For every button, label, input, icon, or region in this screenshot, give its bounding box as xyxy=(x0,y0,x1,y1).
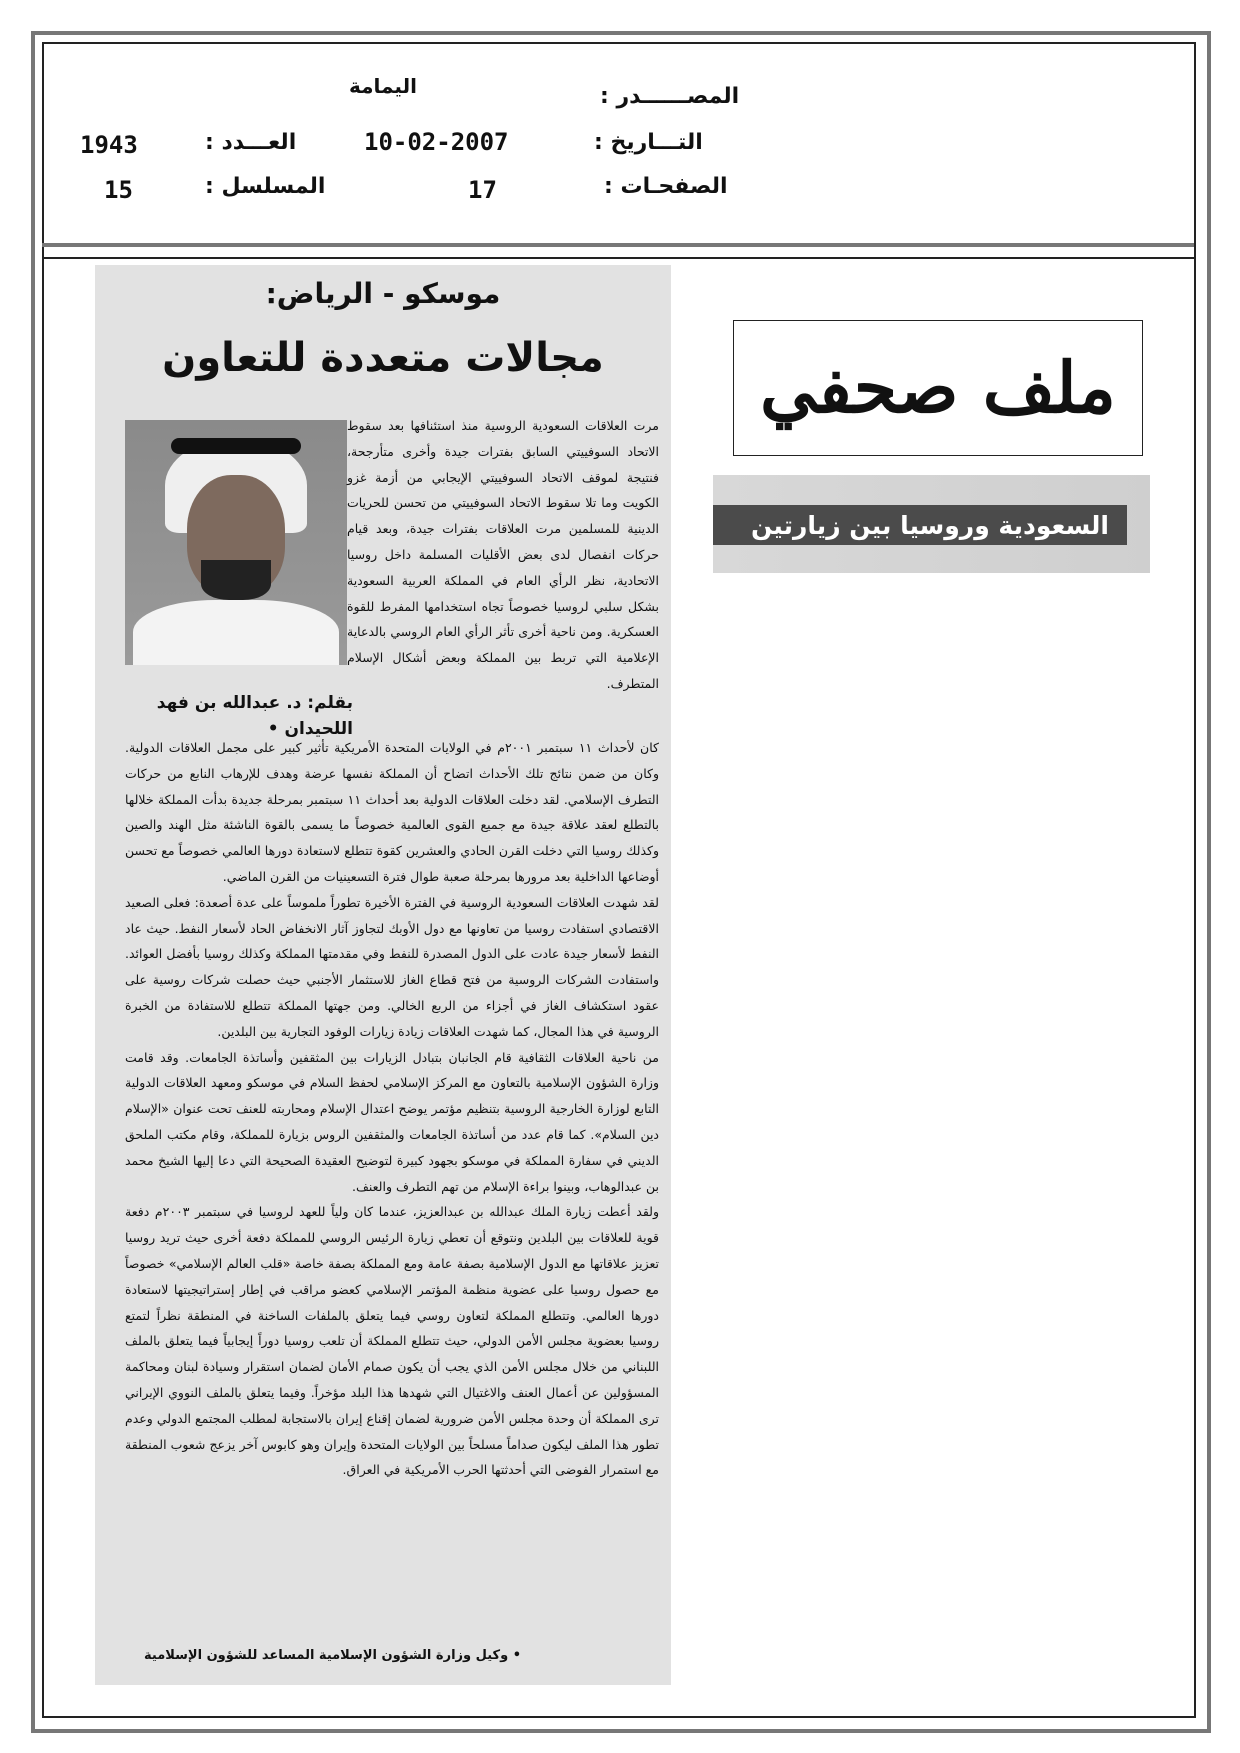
article-intro-column xyxy=(347,413,659,697)
article-kicker: موسكو - الرياض: xyxy=(265,277,501,310)
source-label: المصــــــدر : xyxy=(600,84,740,109)
article-body xyxy=(125,735,659,1483)
article-paragraph: كان لأحداث ١١ سبتمبر ٢٠٠١م في الولايات المتحدة الأمريكية تأثير كبير على مجمل العلاقات الدولية. وكان من ضمن نتائج تلك الأحداث اتضاح أن المملكة نفسها عرضة وهدف للإرهاب النابع من حركات التطرف الإسلامي. لقد دخلت العلاقات الدولية بعد أحداث ١١ سبتمبر بمرحلة جديدة بدأت المملكة خلالها بالتطلع لعقد علاقة جيدة مع جميع القوى العالمية خصوصاً ما يسمى بالقوة الناشئة مثل الهند والصين وكذلك روسيا التي دخلت القرن الحادي والعشرين كقوة تتطلع لاستعادة دورها العالمي خصوصاً مع تحسن أوضاعها الداخلية بعد مرورها بمرحلة صعبة طوال فترة التسعينيات من القرن الماضي. xyxy=(125,740,659,884)
byline-line-1: بقلم: د. عبدالله بن فهد xyxy=(156,693,353,713)
article-paragraph: ولقد أعطت زيارة الملك عبدالله بن عبدالعزيز، عندما كان ولياً للعهد لروسيا في سبتمبر ٢٠٠٣م دفعة قوية للعلاقات بين البلدين ونتوقع أن تعطي زيارة الرئيس الروسي للمملكة دفعة أخرى حيث تريد روسيا تعزيز علاقاتها مع الدول الإسلامية بصفة عامة ومع المملكة بصفة خاصة «قلب العالم الإسلامي» خصوصاً مع حصول روسيا على عضوية منظمة المؤتمر الإسلامي كعضو مراقب في إطار إستراتيجيتها لاستعادة دورها العالمي. وتتطلع المملكة لتعاون روسي فيما يتعلق بالملفات الساخنة في المنطقة نظراً لتمتع روسيا بعضوية مجلس الأمن الدولي، حيث تتطلع المملكة أن تلعب روسيا دوراً إيجابياً فيما يتعلق بالملف اللبناني من خلال مجلس الأمن الذي يجب أن يكون صمام الأمان لضمان استقرار وسيادة لبنان ومحاكمة المسؤولين عن أعمال العنف والاغتيال التي شهدها هذا البلد مؤخراً. وفيما يتعلق بالملف النووي الإيراني ترى المملكة أن وحدة مجلس الأمن ضرورية لضمان إقناع إيران بالاستجابة لمطلب المجتمع الدولي وعدم تطور هذا الملف ليكون صداماً مسلحاً بين الولايات المتحدة وإيران وهو كابوس آخر يزعج شعوب المنطقة مع استمرار الفوضى التي أحدثتها الحرب الأمريكية في العراق. xyxy=(125,1204,659,1478)
date-label: التـــاريخ : xyxy=(594,130,703,155)
header-divider xyxy=(42,243,1194,247)
press-file-stamp xyxy=(733,320,1143,456)
article-clipping xyxy=(95,265,671,1685)
article-headline: مجالات متعددة للتعاون xyxy=(162,335,604,381)
serial-value: 15 xyxy=(104,176,133,204)
article-paragraph: لقد شهدت العلاقات السعودية الروسية في الفترة الأخيرة تطوراً ملموساً على عدة أصعدة: فعلى الصعيد الاقتصادي استفادت روسيا من تعاونها مع دول الأوبك لتجاوز آثار الانخفاض الحاد لأسعار النفط. حيث عاد النفط لأسعار جيدة عادت على الدول المصدرة للنفط وفي مقدمتها المملكة وكذلك روسيا بأفضل العوائد. واستفادت الشركات الروسية من فتح قطاع الغاز للاستثمار الأجنبي حيث حصلت شركات روسية على عقود استكشاف الغاز في أجزاء من الربع الخالي. ومن جهتها المملكة تتطلع للاستفادة من الخبرة الروسية في هذا المجال، كما شهدت العلاقات زيادة زيارات الوفود التجارية بين البلدين. xyxy=(125,894,659,1039)
pages-value: 17 xyxy=(468,176,497,204)
photo-agal xyxy=(171,438,301,454)
pages-label: الصفحـات : xyxy=(604,174,728,199)
header-divider-inner xyxy=(42,257,1194,259)
topic-banner-bar xyxy=(713,505,1127,545)
serial-label: المسلسل : xyxy=(205,174,326,199)
author-photo xyxy=(125,420,347,665)
article-intro: مرت العلاقات السعودية الروسية منذ استئنافها بعد سقوط الاتحاد السوفييتي السابق بفترات جيدة وأخرى متأرجحة، فنتيجة لموقف الاتحاد السوفييتي الإيجابي من أزمة غزو الكويت وما تلا سقوط الاتحاد السوفييتي من تحسن للحريات الدينية للمسلمين مرت العلاقات بفترات جيدة، وبعد قيام حركات انفصال لدى بعض الأقليات المسلمة داخل روسيا الاتحادية، نظر الرأي العام في المملكة العربية السعودية بشكل سلبي لروسيا خصوصاً تجاه استخدامها المفرط للقوة العسكرية. ومن ناحية أخرى تأثر الرأي العام الروسي بالدعاية الإعلامية التي تربط بين المملكة وبعض أشكال الإسلام المتطرف. xyxy=(347,418,659,691)
article-footnote: • وكيل وزارة الشؤون الإسلامية المساعد للشؤون الإسلامية xyxy=(144,1648,521,1663)
date-value: 10-02-2007 xyxy=(364,128,509,156)
topic-banner xyxy=(713,475,1150,573)
photo-beard xyxy=(201,560,271,600)
photo-thobe xyxy=(133,600,339,665)
source-value: اليمامة xyxy=(349,74,417,98)
article-paragraph: من ناحية العلاقات الثقافية قام الجانبان بتبادل الزيارات بين المثقفين وأساتذة الجامعات. وقد قامت وزارة الشؤون الإسلامية بالتعاون مع المركز الإسلامي لحفظ السلام في موسكو ومعهد العلاقات الدولية التابع لوزارة الخارجية الروسية بتنظيم مؤتمر يوضح اعتدال الإسلام ومحاربته للعنف تحت عنوان «الإسلام دين السلام». كما قام عدد من أساتذة الجامعات والمثقفين الروس بزيارة للمملكة، وقام مكتب الملحق الديني في سفارة المملكة في موسكو بجهود كبيرة لتوضيح العقيدة الصحيحة التي دعا إليها الشيخ محمد بن عبدالوهاب، وبينوا براءة الإسلام من تهم التطرف والعنف. xyxy=(125,1049,659,1194)
issue-value: 1943 xyxy=(80,131,138,159)
stamp-text: ملف صحفي xyxy=(760,346,1116,429)
byline-line-2: اللحيدان • xyxy=(267,719,353,740)
topic-banner-text: السعودية وروسيا بين زيارتين xyxy=(750,510,1109,540)
issue-label: العـــدد : xyxy=(205,130,297,155)
